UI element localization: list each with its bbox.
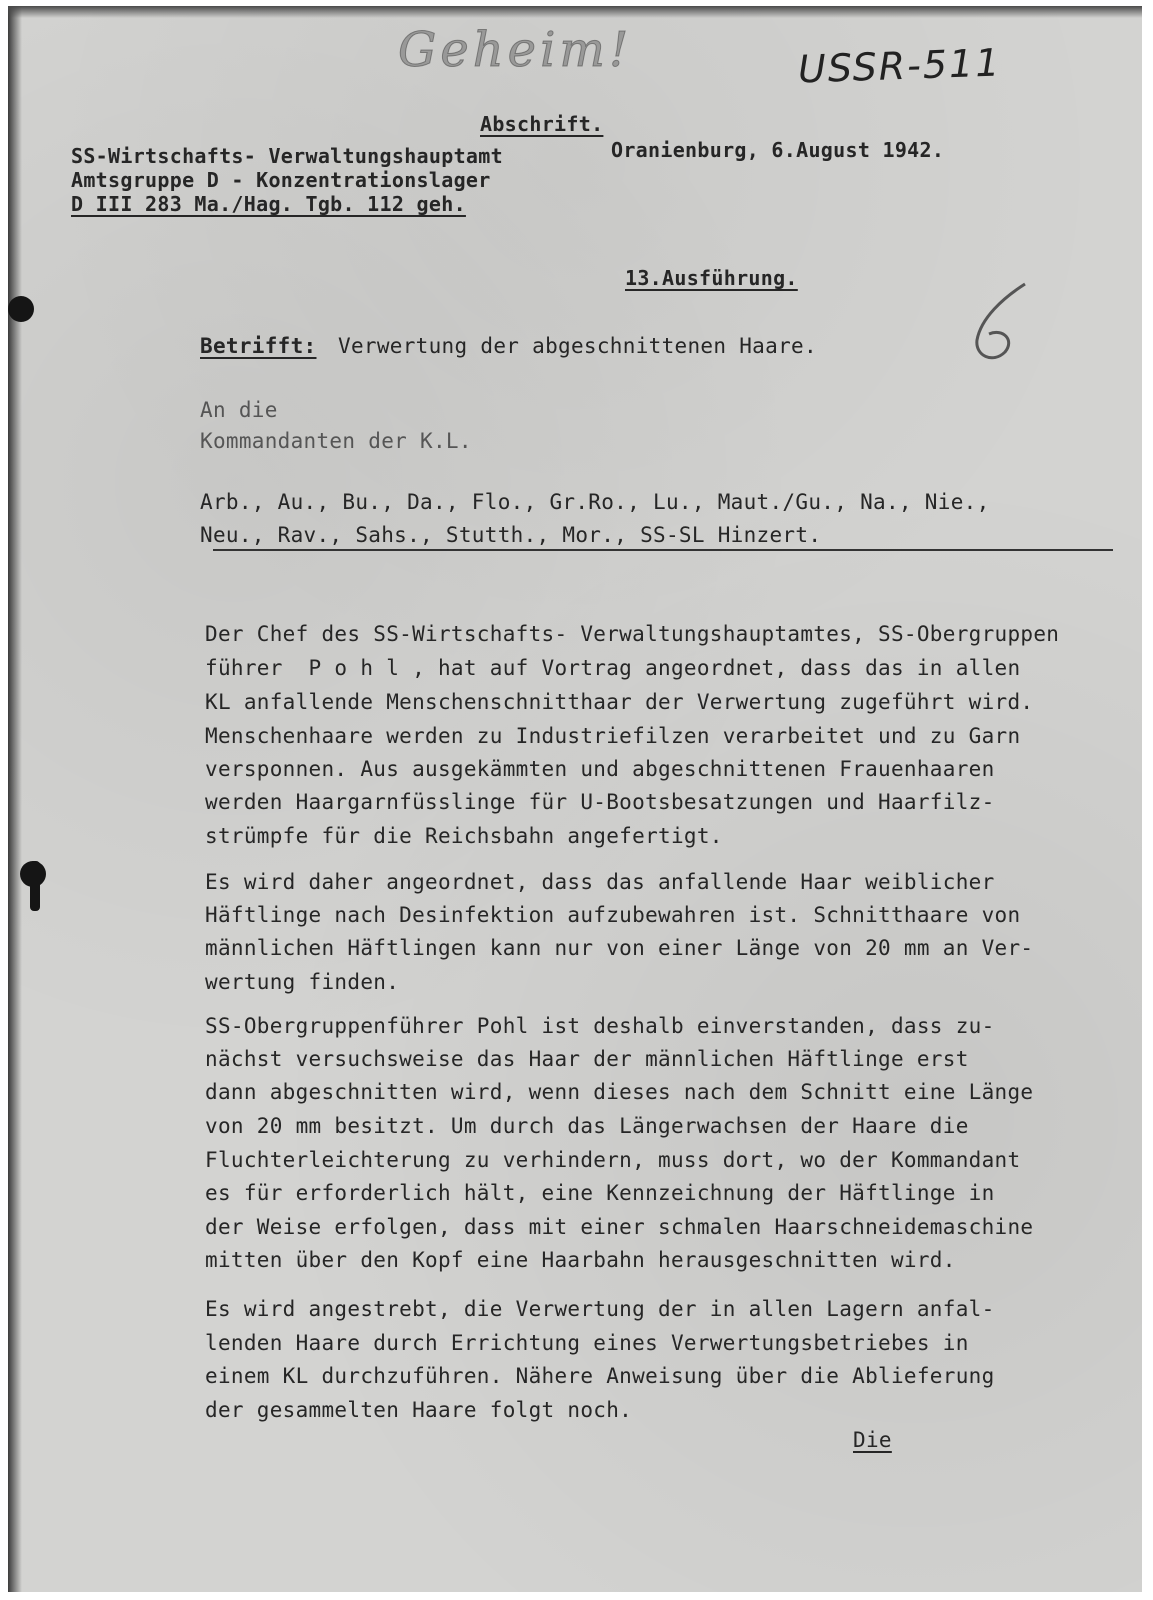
place-date: Oranienburg, 6.August 1942. bbox=[611, 138, 945, 162]
body-line: Häftlinge nach Desinfektion aufzubewahren ist. Schnitthaare von bbox=[205, 903, 1021, 927]
body-line: Menschenhaare werden zu Industriefilzen verarbeitet und zu Garn bbox=[205, 724, 1021, 748]
body-line: SS-Obergruppenführer Pohl ist deshalb einverstanden, dass zu- bbox=[205, 1014, 995, 1038]
classification-stamp: Geheim! bbox=[398, 22, 633, 78]
camp-list-line1: Arb., Au., Bu., Da., Flo., Gr.Ro., Lu., Maut./Gu., Na., Nie., bbox=[200, 490, 990, 514]
distribution-underline bbox=[213, 549, 1113, 551]
header-office-line3: D III 283 Ma./Hag. Tgb. 112 geh. bbox=[71, 192, 466, 216]
copy-number: 13.Ausführung. bbox=[625, 266, 798, 290]
addressee-line1: An die bbox=[200, 398, 278, 422]
punch-hole-mark bbox=[8, 296, 34, 322]
handwritten-mark bbox=[963, 278, 1043, 368]
body-line: es für erforderlich hält, eine Kennzeichnung der Häftlinge in bbox=[205, 1181, 995, 1205]
body-line: KL anfallende Menschenschnitthaar der Verwertung zugeführt wird. bbox=[205, 690, 1034, 714]
body-line: strümpfe für die Reichsbahn angefertigt. bbox=[205, 824, 723, 848]
body-line: der gesammelten Haare folgt noch. bbox=[205, 1398, 633, 1422]
continuation-word: Die bbox=[853, 1428, 892, 1452]
camp-list-line2: Neu., Rav., Sahs., Stutth., Mor., SS-SL Hinzert. bbox=[200, 523, 822, 547]
body-line: Es wird daher angeordnet, dass das anfallende Haar weiblicher bbox=[205, 870, 995, 894]
body-line: dann abgeschnitten wird, wenn dieses nach dem Schnitt eine Länge bbox=[205, 1080, 1034, 1104]
body-line: führer P o h l , hat auf Vortrag angeordnet, dass das in allen bbox=[205, 656, 1021, 680]
subject-text: Verwertung der abgeschnittenen Haare. bbox=[338, 334, 817, 358]
body-line: nächst versuchsweise das Haar der männlichen Häftlinge erst bbox=[205, 1047, 969, 1071]
scan-edge-shadow bbox=[8, 6, 22, 1592]
body-line: einem KL durchzuführen. Nähere Anweisung über die Ablieferung bbox=[205, 1364, 995, 1388]
body-line: der Weise erfolgen, dass mit einer schmalen Haarschneidemaschine bbox=[205, 1215, 1034, 1239]
body-line: wertung finden. bbox=[205, 970, 400, 994]
body-line: männlichen Häftlingen kann nur von einer Länge von 20 mm an Ver- bbox=[205, 936, 1034, 960]
body-line: versponnen. Aus ausgekämmten und abgeschnittenen Frauenhaaren bbox=[205, 757, 995, 781]
body-line: von 20 mm besitzt. Um durch das Längerwachsen der Haare die bbox=[205, 1114, 969, 1138]
punch-hole-mark bbox=[30, 861, 40, 911]
document-title: Abschrift. bbox=[480, 112, 604, 136]
body-line: Fluchterleichterung zu verhindern, muss dort, wo der Kommandant bbox=[205, 1148, 1021, 1172]
header-office-line2: Amtsgruppe D - Konzentrationslager bbox=[71, 168, 491, 192]
subject-label: Betrifft: bbox=[200, 334, 317, 358]
handwritten-reference: USSR-511 bbox=[797, 40, 1003, 92]
header-office-line1: SS-Wirtschafts- Verwaltungshauptamt bbox=[71, 144, 503, 168]
body-line: mitten über den Kopf eine Haarbahn herausgeschnitten wird. bbox=[205, 1248, 956, 1272]
document-page bbox=[8, 6, 1142, 1592]
scan-edge-shadow-top bbox=[8, 6, 1142, 18]
addressee-line2: Kommandanten der K.L. bbox=[200, 429, 472, 453]
body-line: Es wird angestrebt, die Verwertung der in allen Lagern anfal- bbox=[205, 1297, 995, 1321]
body-line: lenden Haare durch Errichtung eines Verwertungsbetriebes in bbox=[205, 1331, 969, 1355]
body-line: werden Haargarnfüsslinge für U-Bootsbesatzungen und Haarfilz- bbox=[205, 790, 995, 814]
body-line: Der Chef des SS-Wirtschafts- Verwaltungshauptamtes, SS-Obergruppen bbox=[205, 622, 1060, 646]
